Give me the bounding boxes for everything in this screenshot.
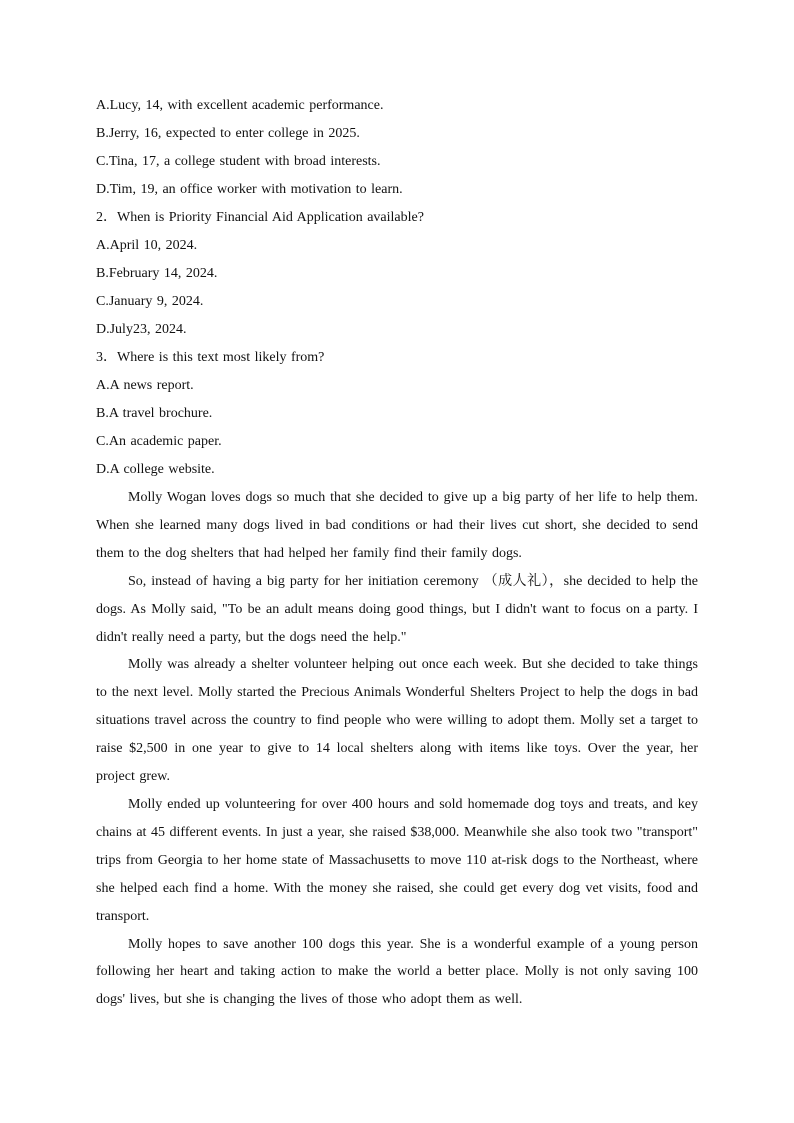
passage-paragraph-2: So, instead of having a big party for her initiation ceremony （成人礼），she decided to help the dogs. As Molly said, "To be an adult means doing good things, but I didn't want to focus on a party. I didn't really need a party, but the dogs need the help." [96, 573, 698, 645]
q1-option-d: D.Tim, 19, an office worker with motivation to learn. [96, 182, 403, 197]
q1-option-a: A.Lucy, 14, with excellent academic performance. [96, 98, 384, 113]
q3-option-b: B.A travel brochure. [96, 406, 213, 421]
passage-paragraph-4: Molly ended up volunteering for over 400 hours and sold homemade dog toys and treats, and key chains at 45 different events. In just a year, she raised $38,000. Meanwhile she also took two "transport" trips from Georgia to her home state of Massachusetts to move 110 at-risk dogs to the Northeast, where she helped each find a home. With the money she raised, she could get every dog vet visits, food and transport. [96, 796, 698, 924]
q3-option-c: C.An academic paper. [96, 434, 222, 449]
document-page [96, 92, 698, 1014]
q2-option-c: C.January 9, 2024. [96, 294, 204, 309]
q3-option-d: D.A college website. [96, 462, 215, 477]
passage-paragraph-5: Molly hopes to save another 100 dogs this year. She is a wonderful example of a young person following her heart and taking action to make the world a better place. Molly is not only saving 100 dogs' lives, but she is changing the lives of those who adopt them as well. [96, 936, 698, 1008]
q3-option-a: A.A news report. [96, 378, 194, 393]
q2-option-d: D.July23, 2024. [96, 322, 187, 337]
q1-option-c: C.Tina, 17, a college student with broad interests. [96, 154, 381, 169]
passage-paragraph-3: Molly was already a shelter volunteer helping out once each week. But she decided to take things to the next level. Molly started the Precious Animals Wonderful Shelters Project to help the dogs in bad situations travel across the country to find people who were willing to adopt them. Molly set a target to raise $2,500 in one year to give to 14 local shelters along with items like toys. Over the year, her project grew. [96, 657, 698, 785]
q3-question: 3．Where is this text most likely from? [96, 350, 325, 365]
q2-option-b: B.February 14, 2024. [96, 266, 218, 281]
passage-paragraph-1: Molly Wogan loves dogs so much that she decided to give up a big party of her life to help them. When she learned many dogs lived in bad conditions or had their lives cut short, she decided to send them to the dog shelters that had helped her family find their family dogs. [96, 490, 698, 561]
q2-question: 2．When is Priority Financial Aid Application available? [96, 210, 424, 225]
q1-option-b: B.Jerry, 16, expected to enter college in 2025. [96, 126, 360, 141]
q2-option-a: A.April 10, 2024. [96, 238, 198, 253]
